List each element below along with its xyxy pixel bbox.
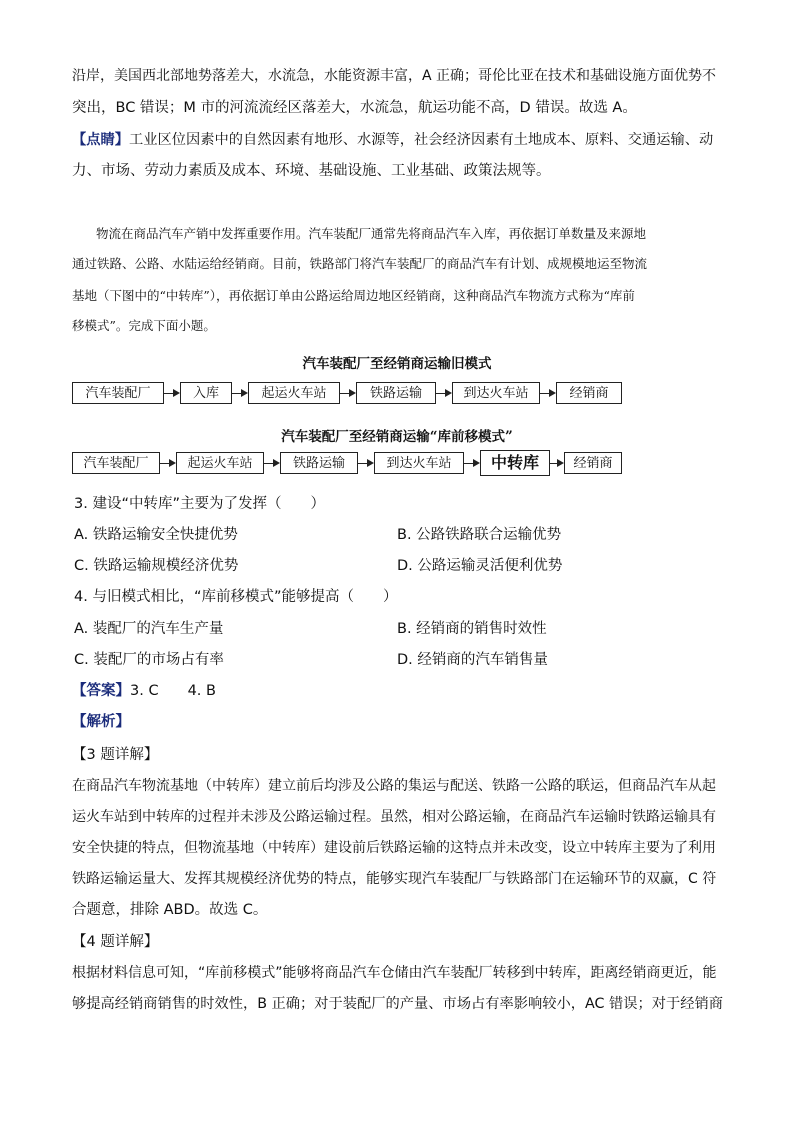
flow-box: 起运火车站 bbox=[248, 382, 340, 404]
question-4-option-d: D. 经销商的汽车销售量 bbox=[397, 652, 548, 668]
answer-text: 3. C 4. B bbox=[130, 683, 216, 699]
flow-box: 到达火车站 bbox=[374, 452, 464, 474]
material-line: 基地（下图中的“中转库”），再依据订单由公路运给周边地区经销商，这种商品汽车物流方式称为“库前 bbox=[72, 288, 635, 303]
detail-3-label: 【3 题详解】 bbox=[72, 747, 159, 763]
arrow-icon bbox=[464, 452, 480, 474]
flow-box: 铁路运输 bbox=[356, 382, 436, 404]
flow-box: 到达火车站 bbox=[452, 382, 540, 404]
text-line: 够提高经销商销售的时效性，B 正确；对于装配厂的产量、市场占有率影响较小，AC 错误；对于经销商 bbox=[72, 996, 724, 1012]
detail-4-label: 【4 题详解】 bbox=[72, 934, 159, 950]
answer-label: 【答案】 bbox=[72, 683, 130, 699]
flow-box: 经销商 bbox=[564, 452, 622, 474]
question-4-option-a: A. 装配厂的汽车生产量 bbox=[74, 621, 224, 637]
flow-box: 起运火车站 bbox=[176, 452, 264, 474]
diagram-old-title: 汽车装配厂至经销商运输旧模式 bbox=[302, 356, 492, 372]
arrow-icon bbox=[550, 452, 564, 474]
tip-line-1 bbox=[72, 130, 713, 150]
question-4-option-c: C. 装配厂的市场占有率 bbox=[74, 652, 224, 668]
arrow-icon bbox=[232, 382, 248, 404]
text-line: 运火车站到中转库的过程并未涉及公路运输过程。虽然，相对公路运输，在商品汽车运输时铁路运输具有 bbox=[72, 809, 716, 825]
arrow-icon bbox=[164, 382, 180, 404]
flow-box: 汽车装配厂 bbox=[72, 382, 164, 404]
question-3-stem: 3. 建设“中转库”主要为了发挥（ ） bbox=[74, 496, 325, 512]
tip-text: 工业区位因素中的自然因素有地形、水源等，社会经济因素有土地成本、原料、交通运输、动 bbox=[129, 132, 714, 148]
flow-box: 铁路运输 bbox=[280, 452, 358, 474]
material-line: 通过铁路、公路、水陆运给经销商。目前，铁路部门将汽车装配厂的商品汽车有计划、成规模地运至物流 bbox=[72, 256, 648, 271]
answer-line bbox=[72, 681, 216, 701]
question-3-option-c: C. 铁路运输规模经济优势 bbox=[74, 558, 239, 574]
text-line: 根据材料信息可知，“库前移模式”能够将商品汽车仓储由汽车装配厂转移到中转库，距离经销商更近，能 bbox=[72, 965, 717, 981]
tip-line-2: 力、市场、劳动力素质及成本、环境、基础设施、工业基础、政策法规等。 bbox=[72, 163, 551, 179]
question-4-option-b: B. 经销商的销售时效性 bbox=[397, 621, 547, 637]
arrow-icon bbox=[340, 382, 356, 404]
text-line: 突出，BC 错误；M 市的河流流经区落差大，水流急，航运功能不高，D 错误。故选 A。 bbox=[72, 100, 637, 116]
text-line: 安全快捷的特点，但物流基地（中转库）建设前后铁路运输的这特点并未改变，设立中转库主要为了利用 bbox=[72, 840, 716, 856]
diagram-new-title: 汽车装配厂至经销商运输“库前移模式” bbox=[281, 429, 513, 445]
question-3-option-b: B. 公路铁路联合运输优势 bbox=[397, 527, 562, 543]
text-line: 铁路运输运量大、发挥其规模经济优势的特点，能够实现汽车装配厂与铁路部门在运输环节的双赢，C 符 bbox=[72, 871, 717, 887]
flow-box: 汽车装配厂 bbox=[72, 452, 160, 474]
question-3-option-d: D. 公路运输灵活便利优势 bbox=[397, 558, 563, 574]
arrow-icon bbox=[540, 382, 556, 404]
arrow-icon bbox=[264, 452, 280, 474]
flow-box-transfer-depot: 中转库 bbox=[480, 450, 550, 476]
arrow-icon bbox=[436, 382, 452, 404]
flow-box: 入库 bbox=[180, 382, 232, 404]
question-3-option-a: A. 铁路运输安全快捷优势 bbox=[74, 527, 238, 543]
material-line: 移模式”。完成下面小题。 bbox=[72, 318, 216, 333]
text-line: 在商品汽车物流基地（中转库）建立前后均涉及公路的集运与配送、铁路一公路的联运，但商品汽车从起 bbox=[72, 778, 716, 794]
material-line: 物流在商品汽车产销中发挥重要作用。汽车装配厂通常先将商品汽车入库，再依据订单数量及来源地 bbox=[96, 226, 647, 241]
analysis-label: 【解析】 bbox=[72, 714, 130, 730]
text-line: 沿岸，美国西北部地势落差大，水流急，水能资源丰富，A 正确；哥伦比亚在技术和基础设施方面优势不 bbox=[72, 68, 717, 84]
flow-box: 经销商 bbox=[556, 382, 622, 404]
text-line: 合题意，排除 ABD。故选 C。 bbox=[72, 902, 268, 918]
question-4-stem: 4. 与旧模式相比，“库前移模式”能够提高（ ） bbox=[74, 589, 398, 605]
arrow-icon bbox=[358, 452, 374, 474]
tip-label: 【点睛】 bbox=[72, 132, 130, 148]
arrow-icon bbox=[160, 452, 176, 474]
